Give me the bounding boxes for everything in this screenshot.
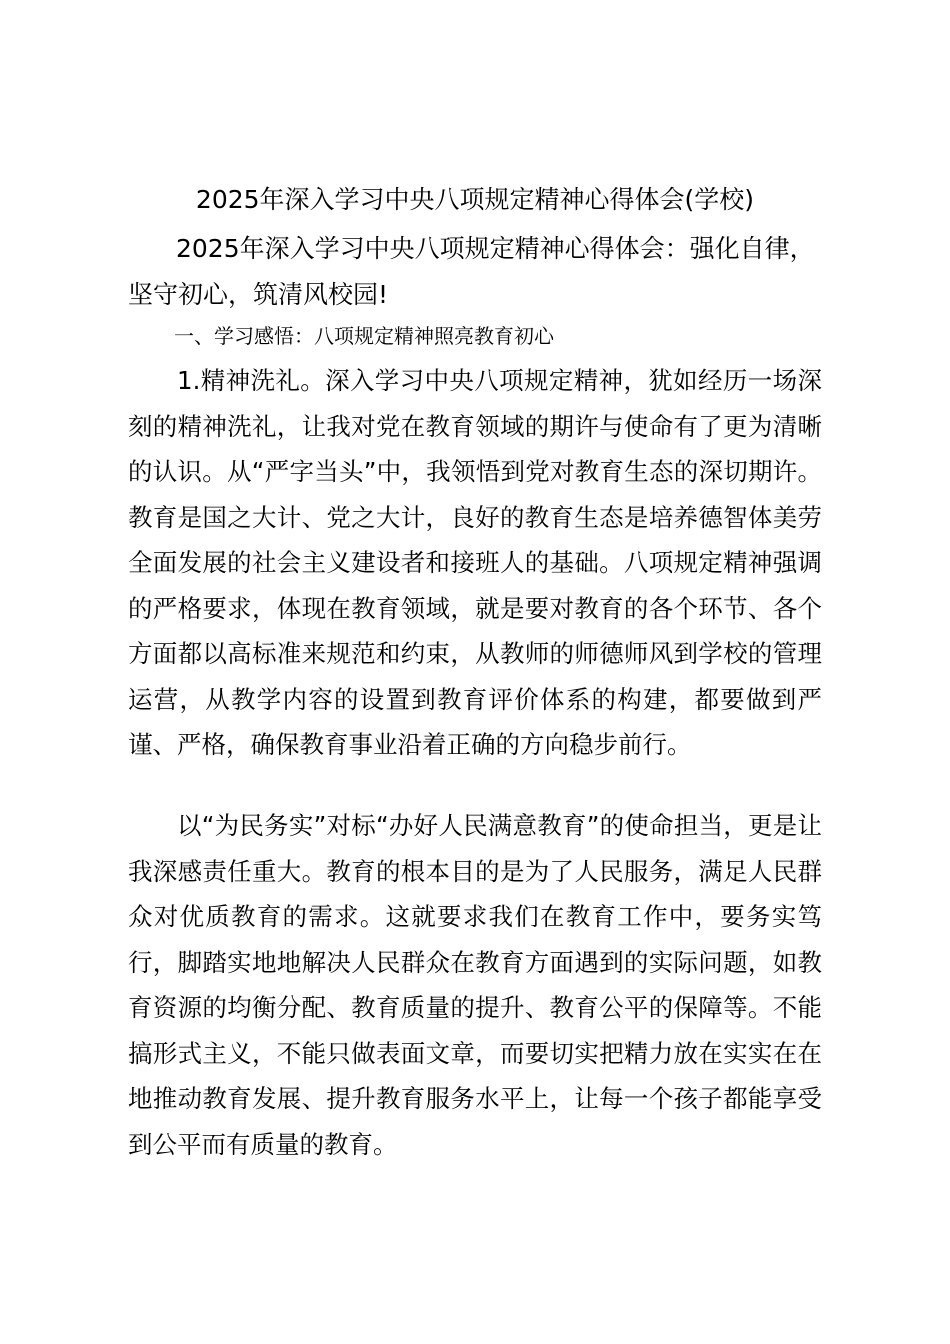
document-subtitle: 2025年深入学习中央八项规定精神心得体会：强化自律，坚守初心，筑清风校园!	[128, 234, 815, 309]
document-title: 2025年深入学习中央八项规定精神心得体会(学校)	[195, 185, 755, 214]
section-heading: 一、学习感悟：八项规定精神照亮教育初心	[174, 324, 554, 348]
body-paragraph: 以“为民务实”对标“办好人民满意教育”的使命担当，更是让我深感责任重大。教育的根本目的是为了人民服务，满足人民群众对优质教育的需求。这就要求我们在教育工作中，要务实笃行，脚踏实地地解决人民群众在教育方面遇到的实际问题，如教育资源的均衡分配、教育质量的提升、教育公平的保障等。不能搞形式主义，不能只做表面文章，而要切实把精力放在实实在在地推动教育发展、提升教育服务水平上，让每一个孩子都能享受到公平而有质量的教育。	[128, 811, 822, 1159]
body-paragraph: 1.精神洗礼。深入学习中央八项规定精神，犹如经历一场深刻的精神洗礼，让我对党在教育领域的期许与使命有了更为清晰的认识。从“严字当头”中，我领悟到党对教育生态的深切期许。教育是国之大计、党之大计，良好的教育生态是培养德智体美劳全面发展的社会主义建设者和接班人的基础。八项规定精神强调的严格要求，体现在教育领域，就是要对教育的各个环节、各个方面都以高标准来规范和约束，从教师的师德师风到学校的管理运营，从教学内容的设置到教育评价体系的构建，都要做到严谨、严格，确保教育事业沿着正确的方向稳步前行。	[128, 366, 822, 759]
